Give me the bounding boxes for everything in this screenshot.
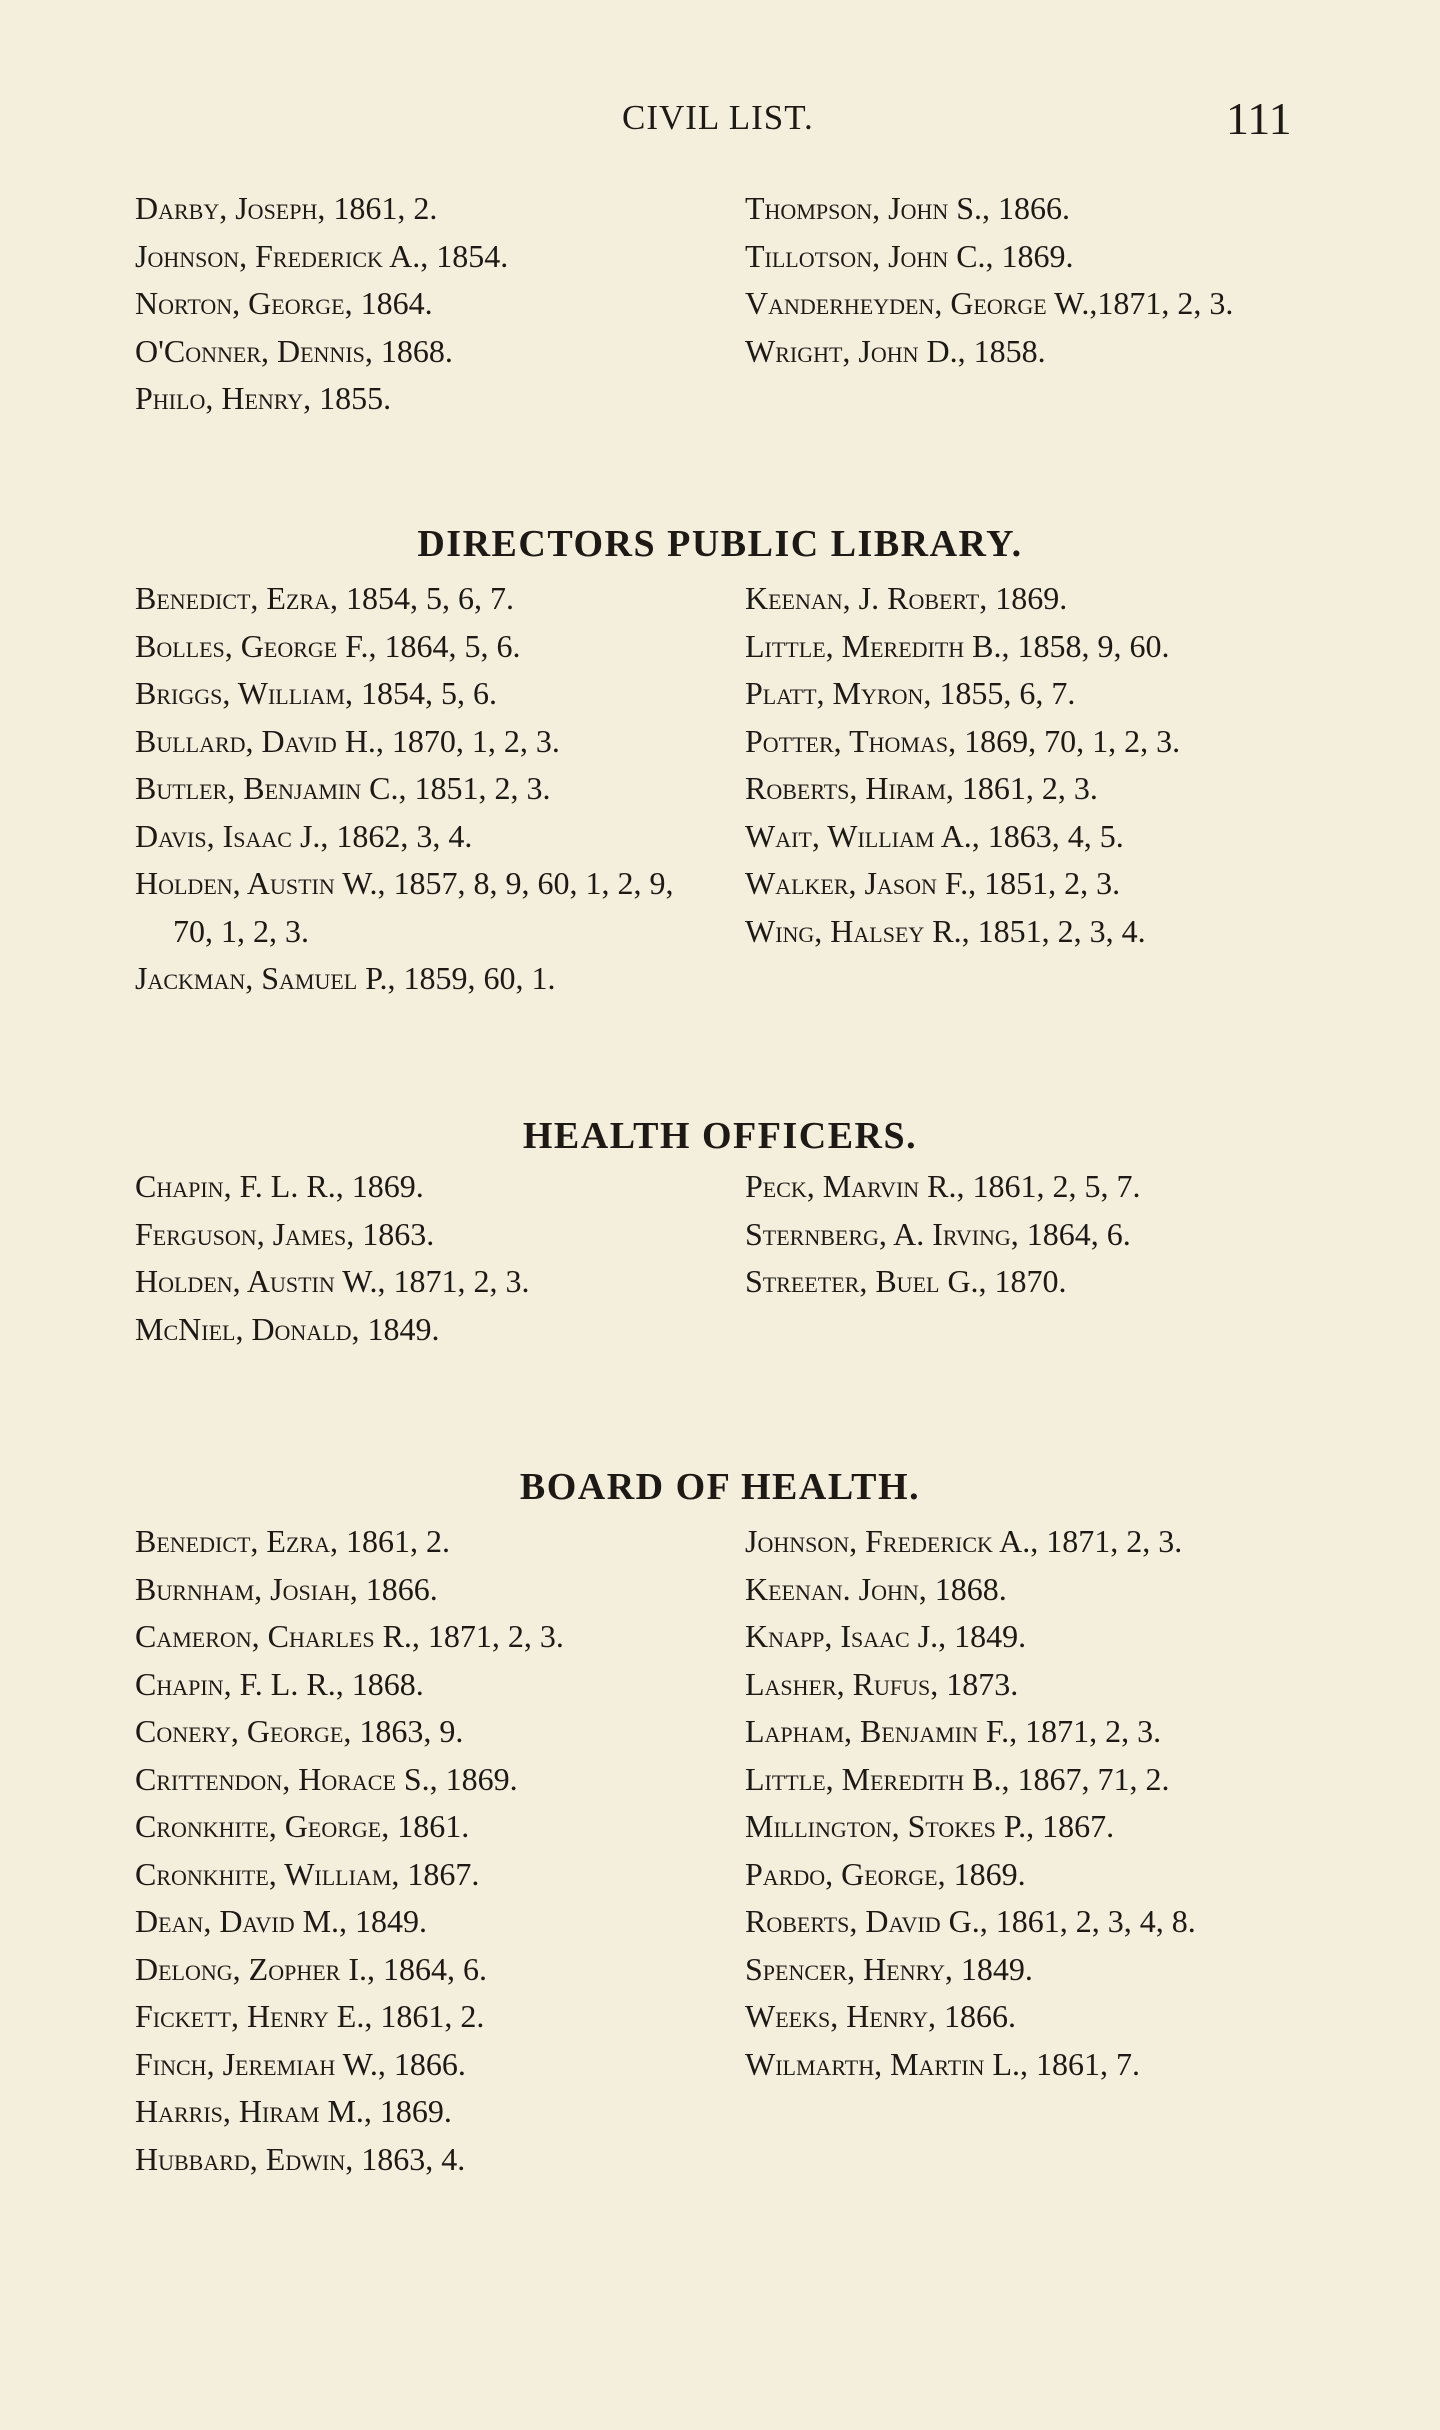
- list-entry: Little, Meredith B., 1858, 9, 60.: [745, 627, 1170, 664]
- list-entry: Pardo, George, 1869.: [745, 1855, 1026, 1892]
- list-entry: Benedict, Ezra, 1854, 5, 6, 7.: [135, 580, 514, 616]
- list-entry: Johnson, Frederick A., 1854.: [135, 237, 509, 274]
- list-entry: Thompson, John S., 1866.: [745, 190, 1071, 226]
- list-entry: Bullard, David H., 1870, 1, 2, 3.: [135, 722, 560, 759]
- list-entry: Chapin, F. L. R., 1868.: [135, 1665, 424, 1702]
- list-entry: Holden, Austin W., 1857, 8, 9, 60, 1, 2, 9, 70, 1, 2, 3.: [135, 865, 674, 949]
- list-entry: Cronkhite, George, 1861.: [135, 1808, 470, 1844]
- list-entry: Butler, Benjamin C., 1851, 2, 3.: [135, 770, 551, 806]
- list-entry: Streeter, Buel G., 1870.: [745, 1263, 1067, 1299]
- library-left-column: [135, 575, 720, 1003]
- list-entry: Tillotson, John C., 1869.: [745, 237, 1074, 274]
- list-entry: Dean, David M., 1849.: [135, 1903, 428, 1939]
- list-entry: Bolles, George F., 1864, 5, 6.: [135, 627, 521, 664]
- list-entry: Little, Meredith B., 1867, 71, 2.: [745, 1760, 1170, 1797]
- list-entry: Philo, Henry, 1855.: [135, 380, 392, 416]
- list-entry: McNiel, Donald, 1849.: [135, 1310, 440, 1347]
- list-entry: Chapin, F. L. R., 1869.: [135, 1168, 424, 1204]
- list-entry: Benedict, Ezra, 1861, 2.: [135, 1523, 450, 1559]
- top-right-column: [745, 185, 1335, 375]
- list-entry: Lapham, Benjamin F., 1871, 2, 3.: [745, 1713, 1162, 1749]
- list-entry: Ferguson, James, 1863.: [135, 1215, 435, 1252]
- list-entry: Platt, Myron, 1855, 6, 7.: [745, 675, 1076, 711]
- list-entry: Darby, Joseph, 1861, 2.: [135, 190, 438, 226]
- list-entry: Spencer, Henry, 1849.: [745, 1950, 1033, 1987]
- list-entry: Knapp, Isaac J., 1849.: [745, 1618, 1027, 1654]
- list-entry: Cronkhite, William, 1867.: [135, 1855, 480, 1892]
- list-entry: Wright, John D., 1858.: [745, 332, 1046, 369]
- list-entry: Crittendon, Horace S., 1869.: [135, 1760, 518, 1797]
- list-entry: Harris, Hiram M., 1869.: [135, 2093, 452, 2129]
- list-entry: Keenan. John, 1868.: [745, 1570, 1007, 1607]
- list-entry: Jackman, Samuel P., 1859, 60, 1.: [135, 960, 556, 996]
- list-entry: Potter, Thomas, 1869, 70, 1, 2, 3.: [745, 722, 1181, 759]
- list-entry: Wing, Halsey R., 1851, 2, 3, 4.: [745, 912, 1146, 949]
- list-entry: Finch, Jeremiah W., 1866.: [135, 2045, 466, 2082]
- list-entry: Walker, Jason F., 1851, 2, 3.: [745, 865, 1121, 901]
- list-entry: Burnham, Josiah, 1866.: [135, 1570, 438, 1607]
- list-entry: Cameron, Charles R., 1871, 2, 3.: [135, 1618, 564, 1654]
- list-entry: Peck, Marvin R., 1861, 2, 5, 7.: [745, 1168, 1141, 1204]
- list-entry: Davis, Isaac J., 1862, 3, 4.: [135, 817, 473, 854]
- running-title: CIVIL LIST.: [622, 98, 814, 137]
- section-heading-directors-public-library: DIRECTORS PUBLIC LIBRARY.: [417, 522, 1023, 565]
- list-entry: Roberts, David G., 1861, 2, 3, 4, 8.: [745, 1903, 1196, 1939]
- list-entry: Conery, George, 1863, 9.: [135, 1713, 464, 1749]
- list-entry: Keenan, J. Robert, 1869.: [745, 580, 1068, 616]
- list-entry: Wilmarth, Martin L., 1861, 7.: [745, 2045, 1140, 2082]
- list-entry: Briggs, William, 1854, 5, 6.: [135, 675, 497, 711]
- list-entry: Hubbard, Edwin, 1863, 4.: [135, 2140, 466, 2177]
- section-heading-health-officers: HEALTH OFFICERS.: [522, 1114, 918, 1157]
- list-entry: O'Conner, Dennis, 1868.: [135, 332, 453, 369]
- health-officers-left-column: [135, 1163, 720, 1353]
- board-left-column: [135, 1518, 720, 2183]
- list-entry: Norton, George, 1864.: [135, 285, 433, 321]
- board-right-column: [745, 1518, 1335, 2088]
- page-number: 111: [1226, 93, 1292, 144]
- list-entry: Millington, Stokes P., 1867.: [745, 1808, 1115, 1844]
- list-entry: Vanderheyden, George W.,1871, 2, 3.: [745, 285, 1234, 321]
- library-right-column: [745, 575, 1335, 955]
- list-entry: Lasher, Rufus, 1873.: [745, 1665, 1019, 1702]
- running-head: [0, 93, 1440, 158]
- list-entry: Fickett, Henry E., 1861, 2.: [135, 1998, 485, 2034]
- list-entry: Holden, Austin W., 1871, 2, 3.: [135, 1263, 530, 1299]
- list-entry: Johnson, Frederick A., 1871, 2, 3.: [745, 1523, 1183, 1559]
- list-entry: Sternberg, A. Irving, 1864, 6.: [745, 1215, 1131, 1252]
- list-entry: Wait, William A., 1863, 4, 5.: [745, 817, 1124, 854]
- section-heading-board-of-health: BOARD OF HEALTH.: [519, 1465, 921, 1508]
- list-entry: Delong, Zopher I., 1864, 6.: [135, 1950, 487, 1987]
- top-left-column: [135, 185, 720, 423]
- list-entry: Roberts, Hiram, 1861, 2, 3.: [745, 770, 1098, 806]
- list-entry: Weeks, Henry, 1866.: [745, 1998, 1016, 2034]
- health-officers-right-column: [745, 1163, 1335, 1306]
